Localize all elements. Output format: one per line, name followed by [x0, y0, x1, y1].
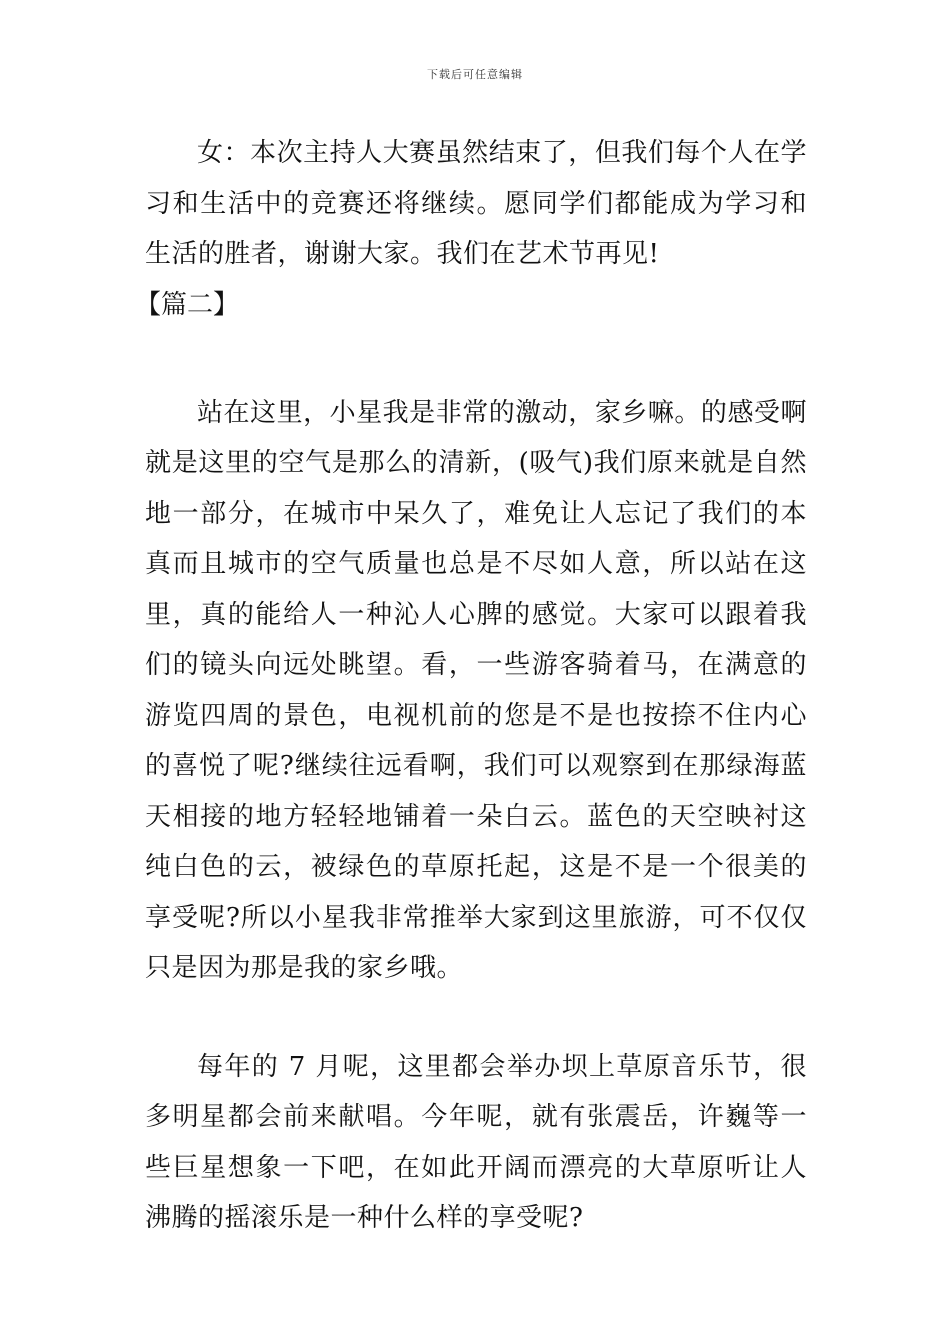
paragraph-closing-remarks: 女：本次主持人大赛虽然结束了，但我们每个人在学习和生活中的竞赛还将继续。愿同学们都能成为学习和生活的胜者，谢谢大家。我们在艺术节再见!	[145, 138, 807, 269]
document-body	[135, 128, 807, 1244]
spacer	[145, 330, 807, 388]
paragraph-hometown: 站在这里，小星我是非常的激动，家乡嘛。的感受啊就是这里的空气是那么的清新，(吸气)我们原来就是自然地一部分，在城市中呆久了，难免让人忘记了我们的本真而且城市的空气质量也总是不尽如人意，所以站在这里，真的能给人一种沁人心脾的感觉。大家可以跟着我们的镜头向远处眺望。看，一些游客骑着马，在满意的游览四周的景色，电视机前的您是不是也按捺不住内心的喜悦了呢?继续往远看啊，我们可以观察到在那绿海蓝天相接的地方轻轻地铺着一朵白云。蓝色的天空映衬这纯白色的云，被绿色的草原托起，这是不是一个很美的享受呢?所以小星我非常推举大家到这里旅游，可不仅仅只是因为那是我的家乡哦。	[145, 397, 807, 983]
header-note: 下载后可任意编辑	[427, 68, 523, 81]
paragraph-music-festival: 每年的 7 月呢，这里都会举办坝上草原音乐节，很多明星都会前来献唱。今年呢，就有张震岳，许巍等一些巨星想象一下吧，在如此开阔而漂亮的大草原听让人沸腾的摇滚乐是一种什么样的享受呢?	[145, 1051, 807, 1233]
spacer	[145, 994, 807, 1042]
section-heading: 【篇二】	[135, 289, 240, 320]
